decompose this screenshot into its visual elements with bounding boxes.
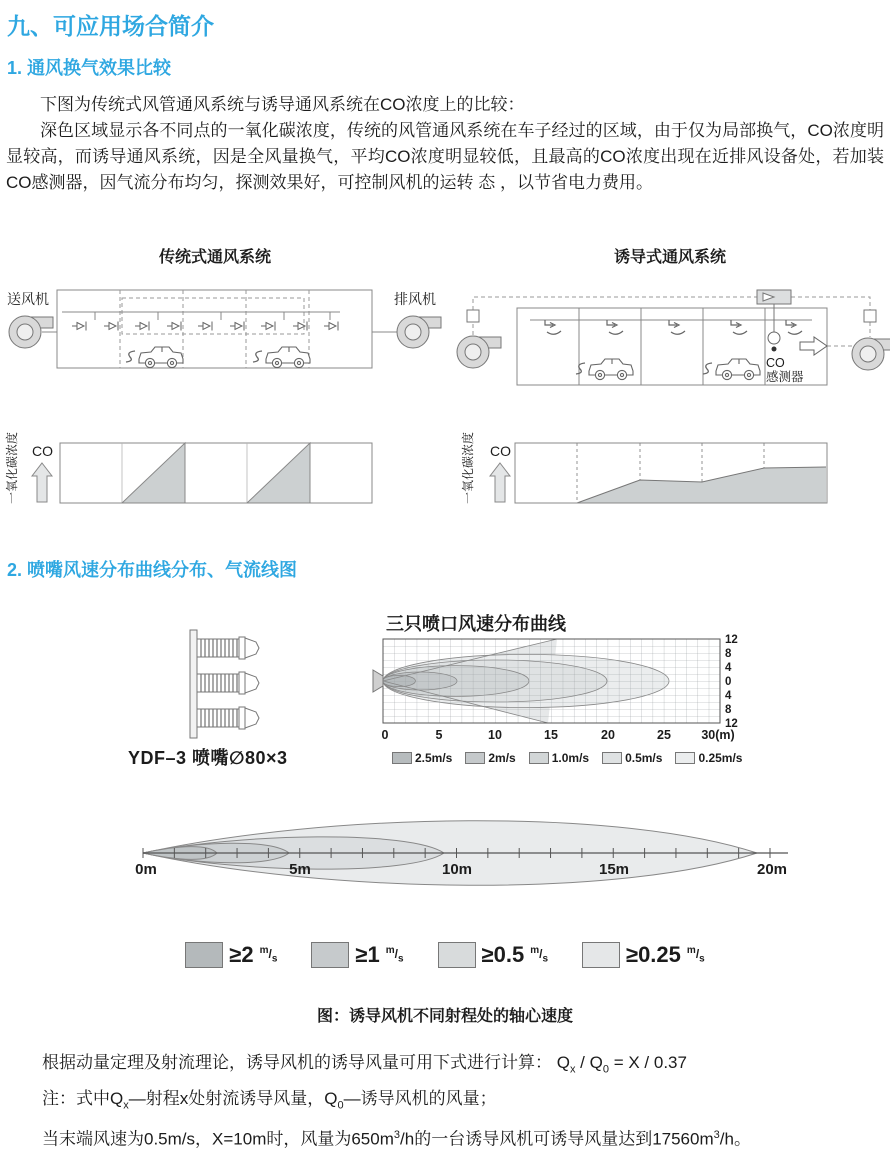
svg-text:20m: 20m [756, 861, 788, 878]
notes-block [42, 1048, 862, 1153]
svg-text:8: 8 [725, 648, 732, 660]
exhaust-fan-label: 排风机 [394, 291, 436, 307]
note-line-2: 注：式中$Q_x—$射程x处射流诱导风量，$Q_0—$诱导风机的风量； [42, 1089, 497, 1112]
velocity-distribution-chart [363, 634, 793, 746]
legend-swatch [529, 752, 549, 764]
velocity-chart-title: 三只喷口风速分布曲线 [386, 614, 566, 634]
induced-system-title: 诱导式通风系统 [613, 249, 727, 266]
note-line-3: 当末端风速为0.5m/s，X=10m时，风量为$650m^3/h$的一台诱导风机可诱导风量达到$17560m^3/h$。 [42, 1128, 751, 1149]
svg-text:12: 12 [725, 634, 738, 646]
legend-swatch [602, 752, 622, 764]
induced-system-diagram [457, 247, 890, 385]
nozzle-icon [197, 672, 259, 694]
svg-text:10m: 10m [441, 861, 473, 878]
svg-text:15m: 15m [598, 861, 630, 878]
legend-swatch [675, 752, 695, 764]
page-title: 九、可应用场合简介 [7, 13, 214, 39]
svg-text:10: 10 [488, 728, 502, 742]
paragraph-2: 深色区域显示各不同点的一氧化碳浓度，传统的风管通风系统在车子经过的区域，由于仅为局部换气，CO浓度明显较高，而诱导通风系统，因是全风量换气，平均CO浓度明显较低，且最高的CO浓度出现在近排风设备处，若加装CO感测器，因气流分布均匀，探测效果好，可控制风机的运转 态 ，以节省电力费用。 [6, 121, 884, 192]
co-text-right: CO [490, 443, 511, 459]
co-concentration-charts [0, 418, 890, 513]
svg-text:0m: 0m [135, 861, 157, 878]
section1-heading: 1. 通风换气效果比较 [7, 58, 172, 78]
svg-text:30(m): 30(m) [701, 728, 735, 742]
supply-fan-label: 送风机 [7, 291, 49, 307]
co-sensor-label-line2: 感测器 [766, 370, 804, 384]
y-axis-labels [725, 634, 738, 730]
co-text-left: CO [32, 443, 53, 459]
exhaust-fan-icon [397, 316, 441, 348]
up-arrow-icon [490, 463, 510, 502]
note-line-1: 根据动量定理及射流理论，诱导风机的诱导风量可用下式进行计算： $Q_x / Q_0 = X / 0.37$ [42, 1053, 687, 1076]
paragraph-1: 下图为传统式风管通风系统与诱导通风系统在CO浓度上的比较： [40, 95, 525, 114]
co-axis-label-right: 一氧化碳浓度 [461, 431, 475, 504]
section2-heading: 2. 喷嘴风速分布曲线分布、气流线图 [7, 560, 298, 580]
traditional-tunnel [57, 290, 372, 368]
co-chart-traditional [4, 432, 372, 504]
nozzle-icon [197, 707, 259, 729]
svg-text:4: 4 [725, 690, 732, 702]
svg-text:8: 8 [725, 704, 732, 716]
legend-swatch [438, 942, 476, 968]
traditional-system-title: 传统式通风系统 [158, 249, 272, 266]
co-sensor-icon [768, 332, 780, 344]
up-arrow-icon [32, 463, 52, 502]
legend-swatch [311, 942, 349, 968]
svg-text:0: 0 [381, 728, 389, 742]
legend-swatch [185, 942, 223, 968]
velocity-chart-legend: 2.5m/s 2m/s 1.0m/s 0.5m/s 0.25m/s [392, 751, 742, 765]
x-axis-labels [382, 728, 735, 742]
range-legend: ≥2 $^m/_s$ ≥1 $^m/_s$ ≥0.5 $^m/_s$ ≥0.25 $^m/_s$ [0, 942, 890, 968]
svg-text:4: 4 [725, 662, 732, 674]
nozzle-source-icon [373, 670, 383, 692]
co-chart-induced [460, 432, 827, 504]
nozzle-icon [197, 637, 259, 659]
svg-text:5m: 5m [289, 861, 311, 878]
ventilation-systems-diagram [0, 246, 890, 400]
traditional-system-diagram [7, 247, 441, 368]
svg-text:25: 25 [657, 728, 671, 742]
nozzle-caption: YDF–3 喷嘴∅80×3 [128, 748, 288, 768]
svg-text:15: 15 [544, 728, 558, 742]
nozzle-drawing [160, 626, 290, 744]
axis-ticks [143, 848, 772, 858]
co-sensor-label-line1: CO [766, 356, 785, 370]
svg-text:20: 20 [601, 728, 615, 742]
induced-right-fan-icon [852, 338, 890, 370]
jet-range-diagram [100, 798, 840, 910]
legend-swatch [465, 752, 485, 764]
svg-text:0: 0 [725, 676, 732, 688]
section1-paragraphs [6, 92, 884, 196]
legend-swatch [392, 752, 412, 764]
svg-text:12: 12 [725, 718, 738, 730]
co-axis-label-left: 一氧化碳浓度 [5, 431, 19, 504]
figure-caption: 图：诱导风机不同射程处的轴心速度 [316, 1008, 573, 1025]
induced-left-fan-icon [457, 336, 501, 368]
svg-text:5: 5 [435, 728, 443, 742]
legend-swatch [582, 942, 620, 968]
